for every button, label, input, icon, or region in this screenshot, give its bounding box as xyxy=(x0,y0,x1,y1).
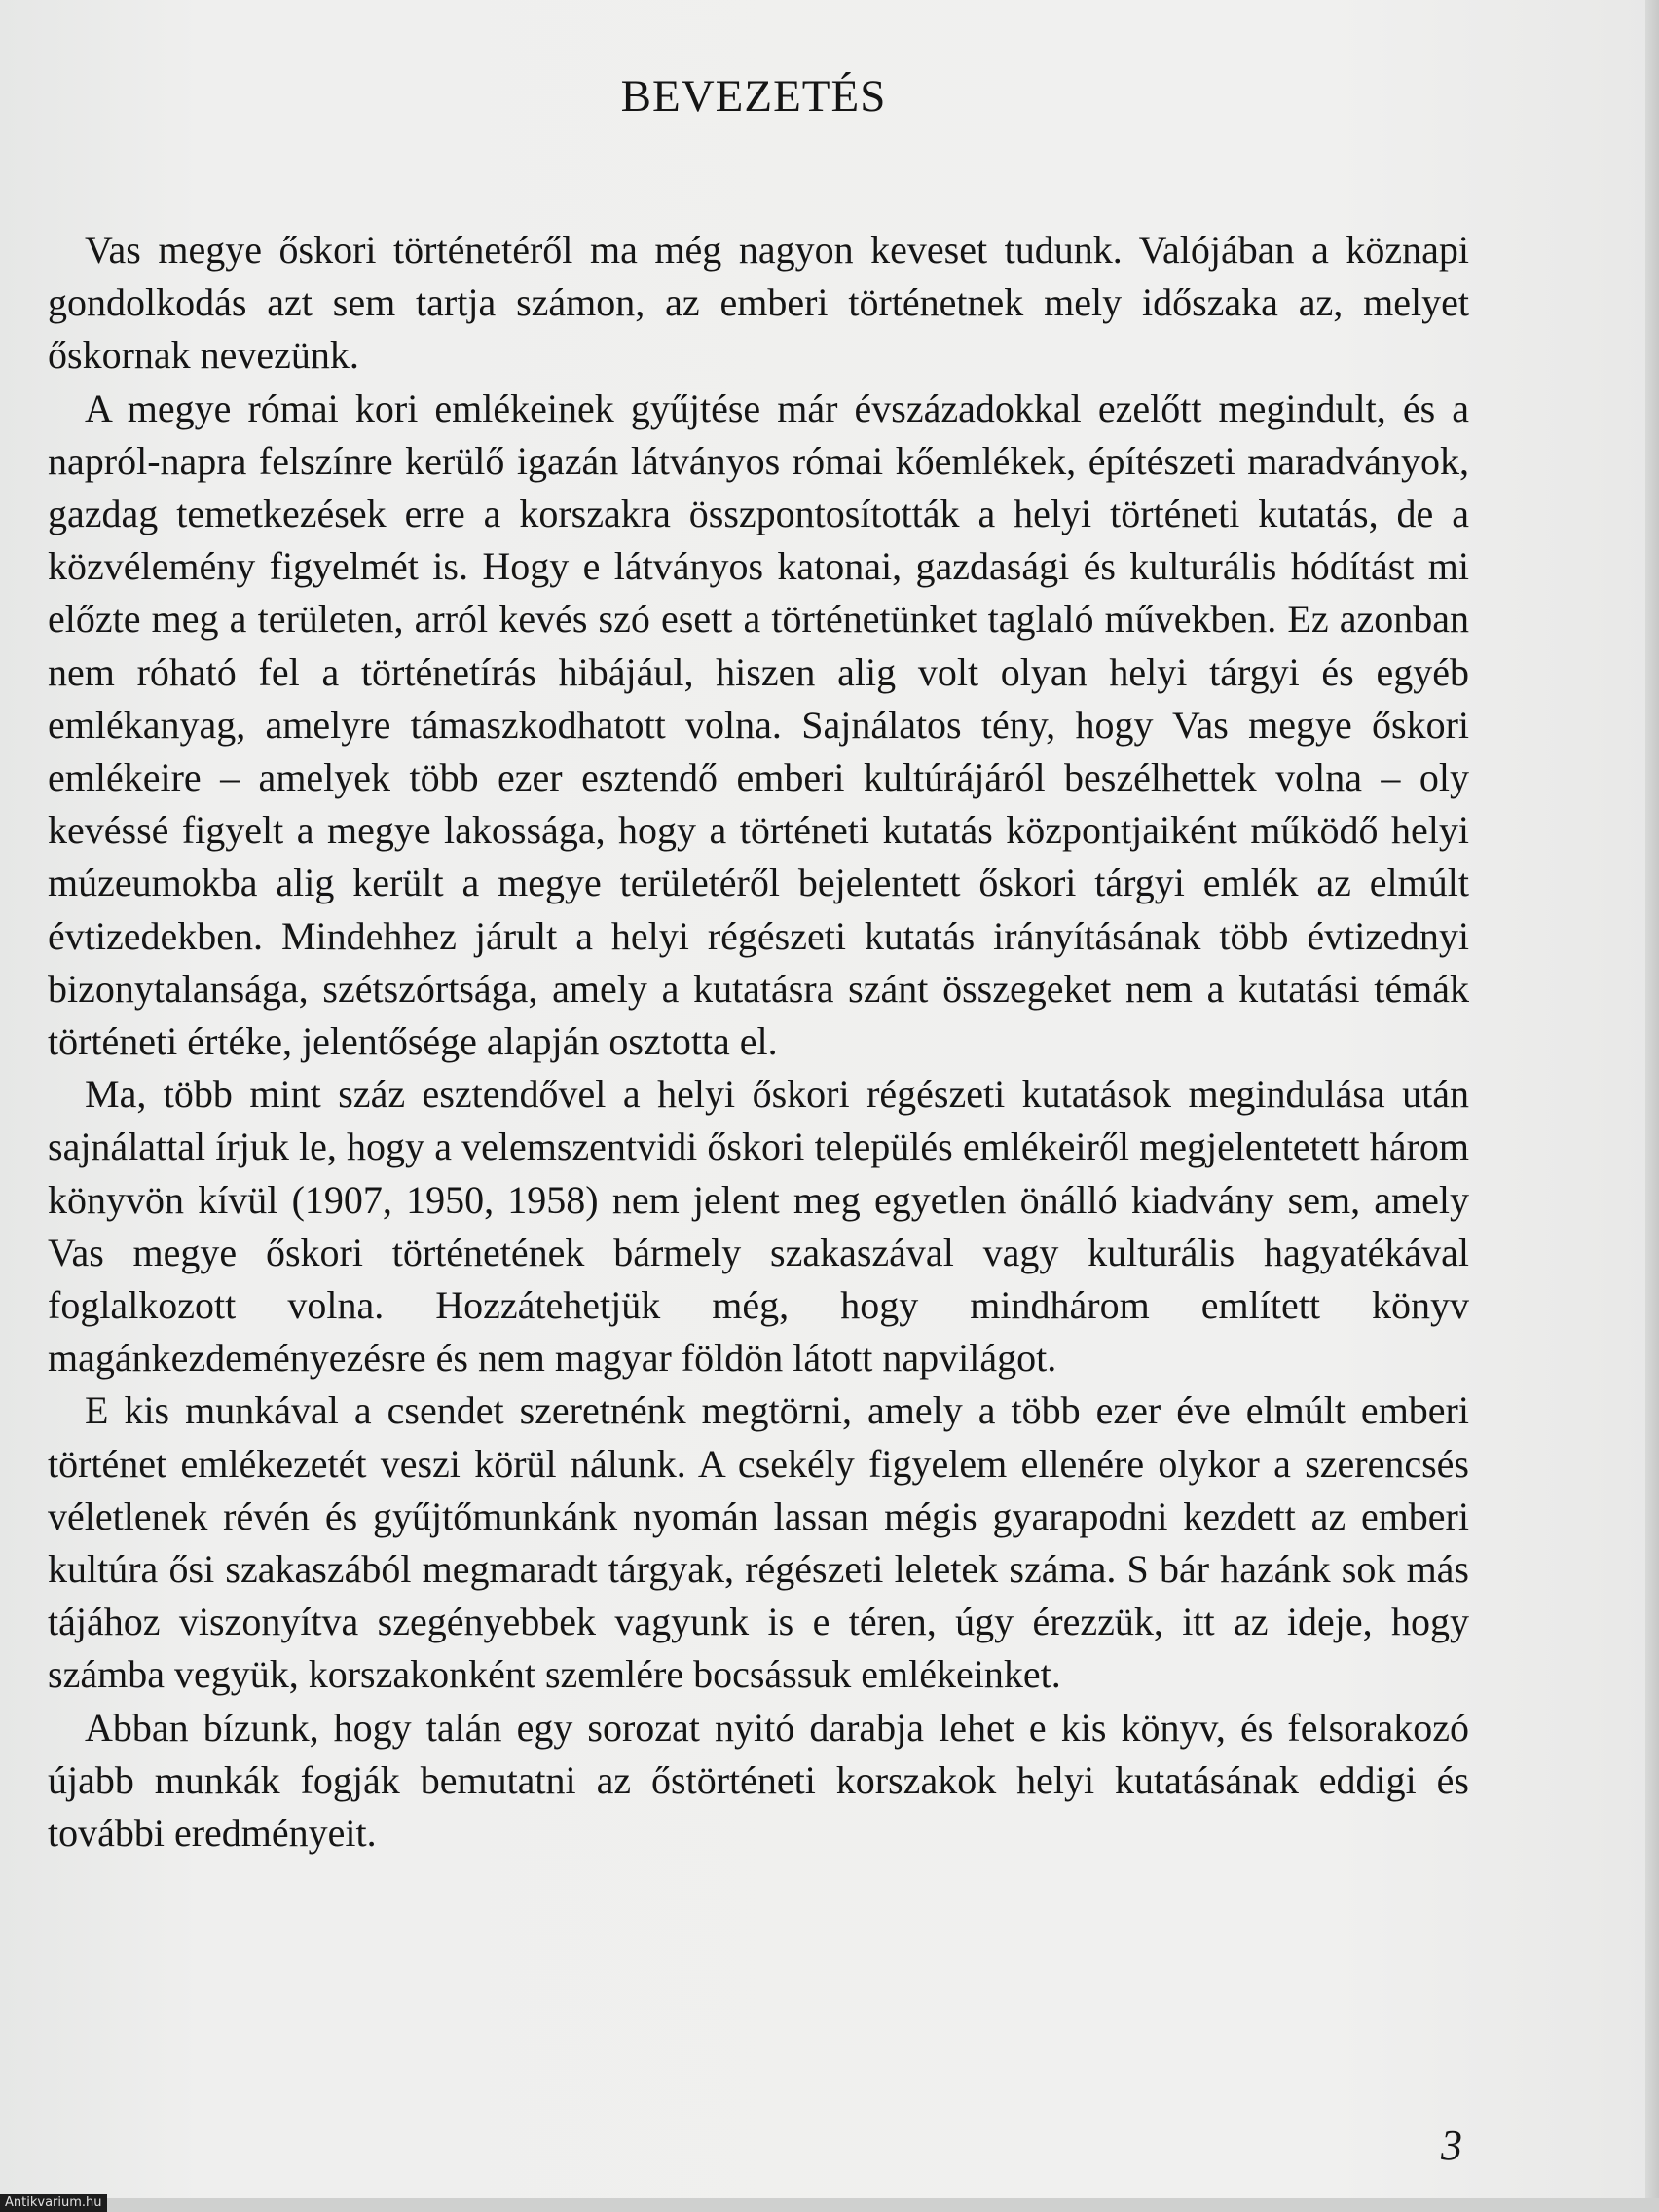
page-title: BEVEZETÉS xyxy=(620,71,887,122)
site-watermark: Antikvarium.hu xyxy=(0,2194,107,2212)
paragraph-1: Vas megye őskori történetéről ma még nagyon keveset tudunk. Valójában a köznapi gondolkodás azt sem tartja számon, az emberi történetnek mely időszaka az, melyet őskornak nevezünk. xyxy=(48,228,1469,378)
paragraph-5: Abban bízunk, hogy talán egy sorozat nyitó darabja lehet e kis könyv, és felsorakozó újabb munkák fogják bemutatni az őstörténeti korszakok helyi kutatásának eddigi és további eredményeit. xyxy=(48,1705,1469,1856)
paragraph-3: Ma, több mint száz esztendővel a helyi őskori régészeti kutatások megindulása után sajnálattal írjuk le, hogy a velemszentvidi őskori település emlékeiről megjelentetett három könyvön kívül (1907, 1950, 1958) nem jelent meg egyetlen önálló kiadvány sem, amely Vas megye őskori történetének bármely szakaszával vagy kulturális hagyatékával foglalkozott volna. Hozzátehetjük még, hogy mindhárom említett könyv magánkezdeményezésre és nem magyar földön látott napvilágot. xyxy=(48,1072,1469,1381)
page-number: 3 xyxy=(1441,2121,1462,2169)
page-edge xyxy=(1645,0,1659,2212)
body-text xyxy=(48,224,1469,1860)
paragraph-4: E kis munkával a csendet szeretnénk megtörni, amely a több ezer éve elmúlt emberi történet emlékezetét veszi körül nálunk. A csekély figyelem ellenére olykor a szerencsés véletlenek révén és gyűjtőmunkánk nyomán lassan mégis gyarapodni kezdett az emberi kultúra ősi szakaszából megmaradt tárgyak, régészeti leletek száma. S bár hazánk sok más tájához viszonyítva szegényebbek vagyunk is e téren, úgy érezzük, itt az ideje, hogy számba vegyük, korszakonként szemlére bocsássuk emlékeinket. xyxy=(48,1388,1469,1697)
paragraph-2: A megye római kori emlékeinek gyűjtése már évszázadokkal ezelőtt megindult, és a napról-napra felszínre kerülő igazán látványos római kőemlékek, építészeti maradványok, gazdag temetkezések erre a korszakra összpontosították a helyi történeti kutatás, de a közvélemény figyelmét is. Hogy e látványos katonai, gazdasági és kulturális hódítást mi előzte meg a területen, arról kevés szó esett a történetünket taglaló művekben. Ez azonban nem róható fel a történetírás hibájául, hiszen alig volt olyan helyi tárgyi és egyéb emlékanyag, amelyre támaszkodhatott volna. Sajnálatos tény, hogy Vas megye őskori emlékeire – amelyek több ezer esztendő emberi kultúrájáról beszélhettek volna – oly kevéssé figyelt a megye lakossága, hogy a történeti kutatás központjaiként működő helyi múzeumokba alig került a megye területéről bejelentett őskori tárgyi emlék az elmúlt évtizedekben. Mindehhez járult a helyi régészeti kutatás irányításának több évtizednyi bizonytalansága, szétszórtsága, amely a kutatásra szánt összegeket nem a kutatási témák történeti értéke, jelentősége alapján osztotta el. xyxy=(48,386,1469,1064)
page-bottom-edge xyxy=(0,2198,1659,2212)
